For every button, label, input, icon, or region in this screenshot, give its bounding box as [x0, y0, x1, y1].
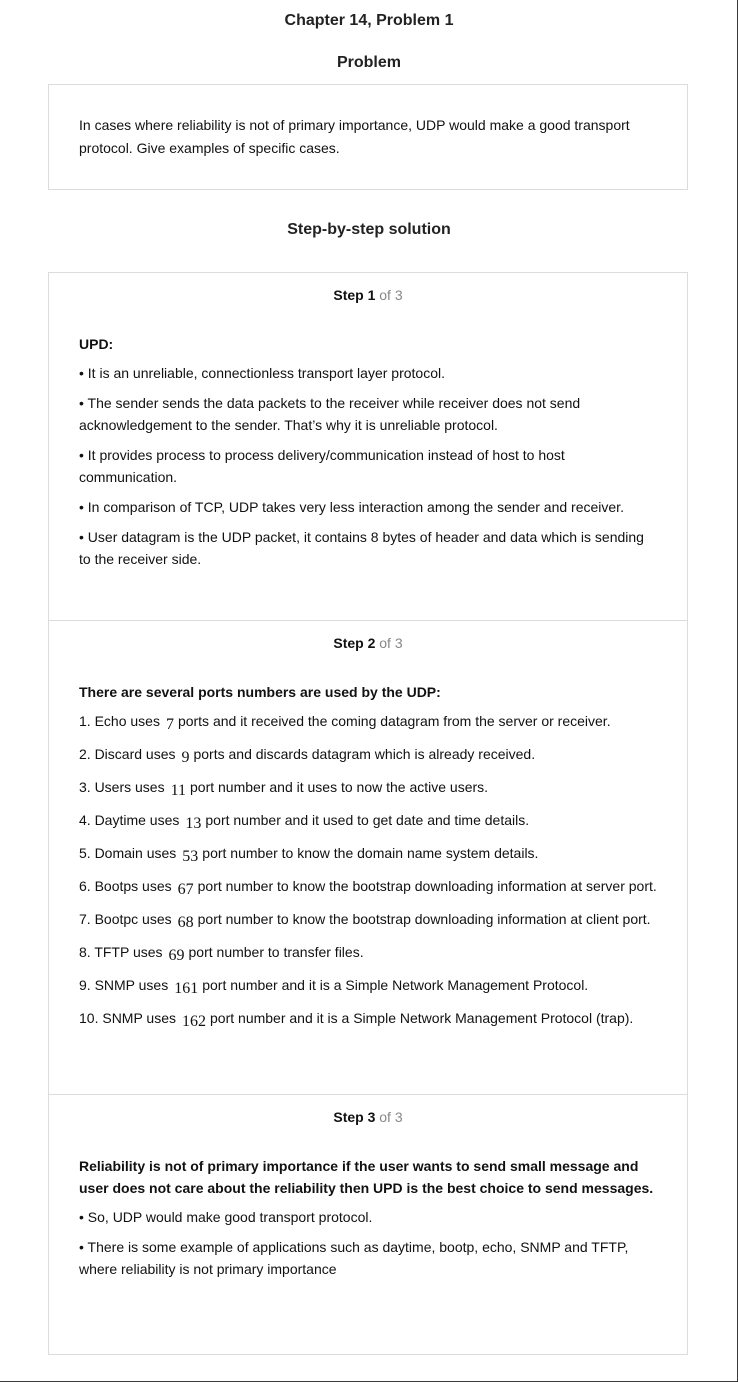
step-content: [79, 681, 659, 1040]
bullet-item: • It is an unreliable, connectionless transport layer protocol.: [79, 365, 445, 381]
port-item: [79, 743, 659, 769]
port-item-service: 10. SNMP uses: [79, 1010, 177, 1026]
bullet-item: • It provides process to process delivery/communication instead of host to host communication.: [79, 447, 565, 485]
step-2: [49, 621, 687, 1095]
port-item-service: 1. Echo uses: [79, 713, 160, 729]
port-number: 67: [177, 881, 194, 898]
port-item-description: port number and it is a Simple Network Management Protocol (trap).: [210, 1010, 634, 1026]
step-heading: There are several ports numbers are used by the UDP:: [79, 684, 441, 700]
port-number: 53: [182, 848, 199, 865]
step-header: [49, 1109, 687, 1125]
port-item: [79, 842, 659, 868]
step-content: [79, 1155, 659, 1288]
port-item: [79, 776, 659, 802]
port-number: 9: [181, 749, 190, 766]
port-number: 69: [168, 947, 185, 964]
port-item: [79, 875, 659, 901]
port-item: [79, 809, 659, 835]
step-1: [49, 273, 687, 621]
port-item-description: port number to know the bootstrap downloading information at client port.: [197, 911, 651, 927]
port-item-service: 9. SNMP uses: [79, 977, 169, 993]
port-item: [79, 941, 659, 967]
step-heading: Reliability is not of primary importance if the user wants to send small message and user does not care about the reliability then UPD is the best choice to send messages.: [79, 1158, 654, 1196]
step-of: of 3: [379, 287, 403, 303]
bullet-item: • The sender sends the data packets to the receiver while receiver does not send acknowledgement to the sender. That’s why it is unreliable protocol.: [79, 395, 581, 433]
step-3: [49, 1095, 687, 1354]
problem-heading: Problem: [336, 54, 401, 71]
port-number: 13: [185, 815, 202, 832]
bullet-item: • So, UDP would make good transport protocol.: [79, 1209, 373, 1225]
step-number: Step 3: [333, 1109, 376, 1125]
problem-box: [48, 84, 688, 190]
port-number: 68: [177, 914, 194, 931]
problem-text: In cases where reliability is not of primary importance, UDP would make a good transport protocol. Give examples of specific cases.: [79, 117, 630, 156]
bullet-item: • There is some example of applications such as daytime, bootp, echo, SNMP and TFTP, where reliability is not primary importance: [79, 1239, 629, 1277]
solution-heading: Step-by-step solution: [287, 221, 451, 238]
page-title: Chapter 14, Problem 1: [284, 12, 454, 29]
port-item-service: 5. Domain uses: [79, 845, 177, 861]
port-number: 7: [165, 716, 174, 733]
port-item: [79, 1007, 659, 1033]
step-heading: UPD:: [79, 336, 114, 352]
port-item-description: port number and it uses to now the active users.: [190, 779, 489, 795]
port-number: 161: [174, 980, 199, 997]
port-item-service: 6. Bootps uses: [79, 878, 172, 894]
port-item-description: ports and discards datagram which is already received.: [193, 746, 536, 762]
port-item-description: port number to transfer files.: [188, 944, 364, 960]
port-item: [79, 908, 659, 934]
step-number: Step 1: [333, 287, 376, 303]
port-number: 11: [170, 782, 186, 799]
bullet-item: • In comparison of TCP, UDP takes very less interaction among the sender and receiver.: [79, 499, 624, 515]
step-header: [49, 635, 687, 651]
port-item-description: port number and it used to get date and time details.: [205, 812, 530, 828]
port-item-service: 4. Daytime uses: [79, 812, 180, 828]
port-item-service: 2. Discard uses: [79, 746, 176, 762]
step-of: of 3: [379, 635, 403, 651]
step-number: Step 2: [333, 635, 376, 651]
port-item-service: 8. TFTP uses: [79, 944, 163, 960]
step-header: [49, 287, 687, 303]
port-item-description: port number to know the bootstrap downloading information at server port.: [197, 878, 657, 894]
port-item-description: port number to know the domain name system details.: [202, 845, 539, 861]
step-content: [79, 333, 659, 578]
port-item: [79, 710, 659, 736]
port-item-description: ports and it received the coming datagram from the server or receiver.: [177, 713, 611, 729]
bullet-item: • User datagram is the UDP packet, it contains 8 bytes of header and data which is sending to the receiver side.: [79, 529, 644, 567]
port-number: 162: [182, 1013, 207, 1030]
port-item-service: 3. Users uses: [79, 779, 165, 795]
port-item-description: port number and it is a Simple Network Management Protocol.: [202, 977, 589, 993]
port-item-service: 7. Bootpc uses: [79, 911, 172, 927]
port-item: [79, 974, 659, 1000]
steps-container: [48, 272, 688, 1355]
step-of: of 3: [379, 1109, 403, 1125]
